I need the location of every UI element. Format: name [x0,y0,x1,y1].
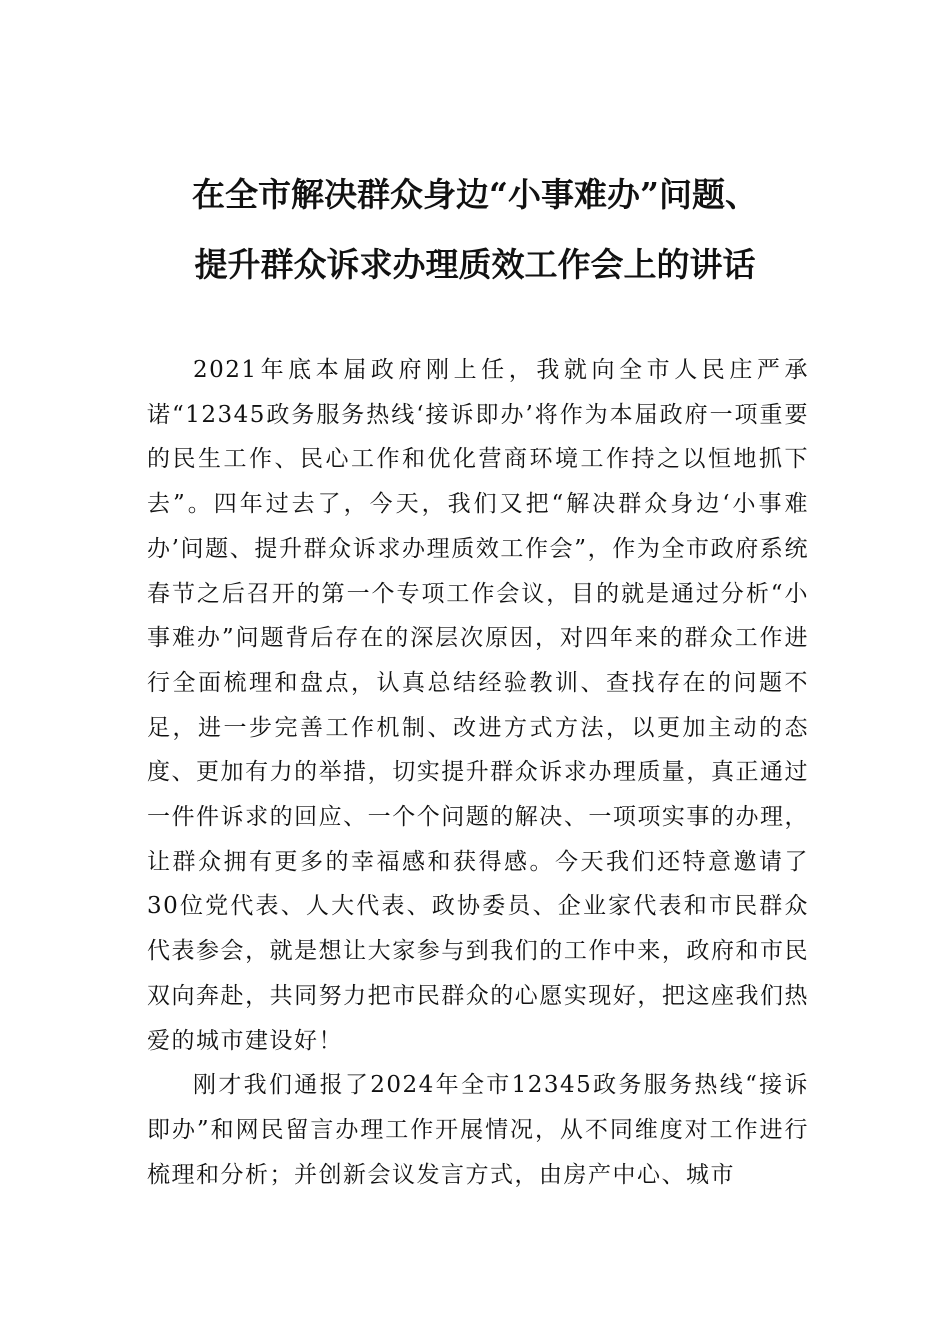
document-title-line-1: 在全市解决群众身边“小事难办”问题、 [192,175,758,214]
document-body [147,348,809,1197]
body-paragraph-2: 刚才我们通报了2024年全市12345政务服务热线“接诉即办”和网民留言办理工作开展情况，从不同维度对工作进行梳理和分析；并创新会议发言方式，由房产中心、城市 [147,1072,809,1188]
document-title-line-2: 提升群众诉求办理质效工作会上的讲话 [194,245,756,284]
body-paragraph-1: 2021年底本届政府刚上任，我就向全市人民庄严承诺“12345政务服务热线‘接诉即办’将作为本届政府一项重要的民生工作、民心工作和优化营商环境工作持之以恒地抓下去”。四年过去了，今天，我们又把“解决群众身边‘小事难办’问题、提升群众诉求办理质效工作会”，作为全市政府系统春节之后召开的第一个专项工作会议，目的就是通过分析“小事难办”问题背后存在的深层次原因，对四年来的群众工作进行全面梳理和盘点，认真总结经验教训、查找存在的问题不足，进一步完善工作机制、改进方式方法，以更加主动的态度、更加有力的举措，切实提升群众诉求办理质量，真正通过一件件诉求的回应、一个个问题的解决、一项项实事的办理，让群众拥有更多的幸福感和获得感。今天我们还特意邀请了30位党代表、人大代表、政协委员、企业家代表和市民群众代表参会，就是想让大家参与到我们的工作中来，政府和市民双向奔赴，共同努力把市民群众的心愿实现好，把这座我们热爱的城市建设好！ [147,357,809,1054]
